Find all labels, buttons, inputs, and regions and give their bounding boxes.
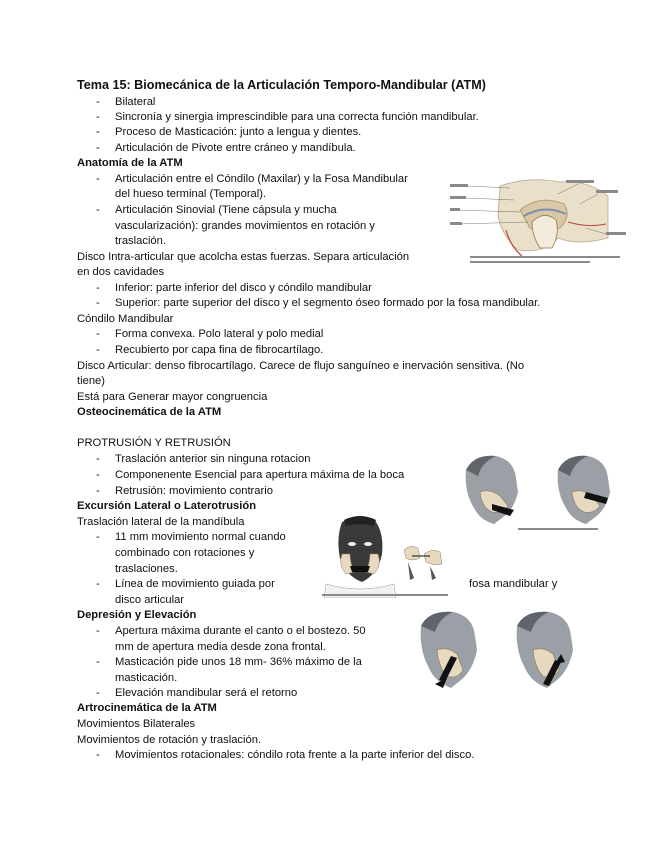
- list-item: 11 mm movimiento normal cuando: [115, 531, 286, 543]
- list-item: Sincronía y sinergia imprescindible para una correcta función mandibular.: [115, 111, 479, 123]
- list-item: Inferior: parte inferior del disco y cóndilo mandibular: [115, 282, 372, 294]
- bullet-dash: -: [96, 173, 100, 185]
- list-item: Bilateral: [115, 96, 156, 108]
- section-heading-anatomia: Anatomía de la ATM: [77, 157, 183, 169]
- bullet-dash: -: [96, 204, 100, 216]
- list-item-cont: combinado con rotaciones y: [115, 547, 255, 559]
- protrusion-heads-figure: [452, 452, 632, 534]
- laterotrusion-face-figure: [320, 514, 450, 598]
- section-heading-depresion: Depresión y Elevación: [77, 609, 197, 621]
- paragraph: Movimientos Bilaterales: [77, 718, 196, 730]
- list-item-cont: del hueso terminal (Temporal).: [115, 188, 267, 200]
- bullet-dash: -: [96, 687, 100, 699]
- list-item: Elevación mandibular será el retorno: [115, 687, 298, 699]
- bullet-dash: -: [96, 485, 100, 497]
- list-item: Masticación pide unos 18 mm- 36% máximo de la: [115, 656, 362, 668]
- list-item-cont: masticación.: [115, 672, 178, 684]
- paragraph: Está para Generar mayor congruencia: [77, 391, 268, 403]
- list-item: Articulación entre el Cóndilo (Maxilar) y la Fosa Mandibular: [115, 173, 408, 185]
- bullet-dash: -: [96, 344, 100, 356]
- list-item-cont: disco articular: [115, 594, 185, 606]
- bullet-dash: -: [96, 328, 100, 340]
- page-title: Tema 15: Biomecánica de la Articulación Temporo-Mandibular (ATM): [77, 78, 486, 92]
- list-item: Articulación Sinovial (Tiene cápsula y mucha: [115, 204, 337, 216]
- bullet-dash: -: [96, 96, 100, 108]
- paragraph: Disco Articular: denso fibrocartílago. Carece de flujo sanguíneo e inervación sensitiva. (No: [77, 360, 525, 372]
- bullet-dash: -: [96, 142, 100, 154]
- paragraph: Movimientos de rotación y traslación.: [77, 734, 262, 746]
- list-item-cont: fosa mandibular y: [469, 578, 558, 590]
- bullet-dash: -: [96, 656, 100, 668]
- list-item: Recubierto por capa fina de fibrocartílago.: [115, 344, 324, 356]
- list-item: Forma convexa. Polo lateral y polo medial: [115, 328, 324, 340]
- section-heading-osteocinematica: Osteocinemática de la ATM: [77, 406, 222, 418]
- depression-heads-figure: [407, 608, 592, 694]
- bullet-dash: -: [96, 282, 100, 294]
- bullet-dash: -: [96, 453, 100, 465]
- list-item-cont: vascularización): grandes movimientos en rotación y: [115, 220, 375, 232]
- list-item: Componenente Esencial para apertura máxima de la boca: [115, 469, 405, 481]
- bullet-dash: -: [96, 749, 100, 761]
- bullet-dash: -: [96, 578, 100, 590]
- paragraph: tiene): [77, 375, 105, 387]
- list-item: Movimientos rotacionales: cóndilo rota frente a la parte inferior del disco.: [115, 749, 475, 761]
- tmj-anatomy-figure: [448, 176, 633, 268]
- bullet-dash: -: [96, 625, 100, 637]
- bullet-dash: -: [96, 297, 100, 309]
- paragraph: Traslación lateral de la mandíbula: [77, 516, 245, 528]
- list-item: Traslación anterior sin ninguna rotacion: [115, 453, 311, 465]
- list-item: Línea de movimiento guiada por: [115, 578, 275, 590]
- subsection-label-protrusion: PROTRUSIÓN Y RETRUSIÓN: [77, 437, 231, 449]
- paragraph: en dos cavidades: [77, 266, 165, 278]
- list-item: Proceso de Masticación: junto a lengua y dientes.: [115, 126, 362, 138]
- paragraph: Disco Intra-articular que acolcha estas fuerzas. Separa articulación: [77, 251, 410, 263]
- bullet-dash: -: [96, 111, 100, 123]
- bullet-dash: -: [96, 126, 100, 138]
- section-heading-excursion: Excursión Lateral o Laterotrusión: [77, 500, 257, 512]
- list-item-cont: traslación.: [115, 235, 166, 247]
- section-heading-artrocinematica: Artrocinemática de la ATM: [77, 702, 217, 714]
- bullet-dash: -: [96, 469, 100, 481]
- list-item: Superior: parte superior del disco y el segmento óseo formado por la fosa mandibular.: [115, 297, 541, 309]
- list-item-cont: traslaciones.: [115, 563, 178, 575]
- list-item: Articulación de Pivote entre cráneo y mandíbula.: [115, 142, 356, 154]
- bullet-dash: -: [96, 531, 100, 543]
- list-item-cont: mm de apertura media desde zona frontal.: [115, 641, 326, 653]
- section-label-condilo: Cóndilo Mandibular: [77, 313, 174, 325]
- list-item: Apertura máxima durante el canto o el bostezo. 50: [115, 625, 366, 637]
- list-item: Retrusión: movimiento contrario: [115, 485, 273, 497]
